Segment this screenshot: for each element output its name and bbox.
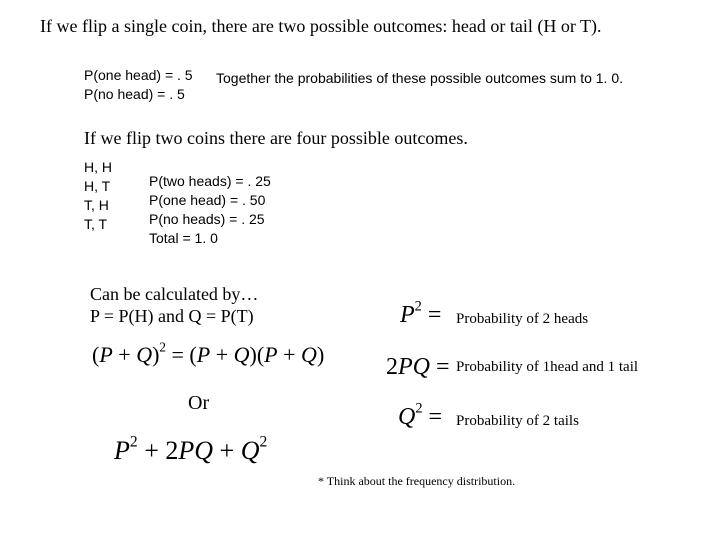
expansion-formula: $(P + Q)^2 = (P + Q)(P + Q)$	[92, 339, 325, 367]
p-squared-term: $P^2$ =	[400, 298, 442, 328]
footnote: * Think about the frequency distribution.	[318, 474, 516, 488]
prob-2-tails: Probability of 2 tails	[456, 413, 579, 429]
outcome-item: T, T	[84, 216, 108, 232]
calc-line-1: Can be calculated by…	[90, 284, 259, 304]
two-coin-probabilities	[149, 172, 271, 248]
intro-text: If we flip a single coin, there are two possible outcomes: head or tail (H or T).	[40, 16, 602, 36]
outcome-item: H, T	[84, 178, 111, 194]
or-label: Or	[188, 392, 210, 414]
outcome-item: T, H	[84, 197, 109, 213]
binomial-formula: $P^2 + 2PQ + Q^2$	[114, 433, 268, 465]
two-pq-term: 2PQ =	[386, 354, 450, 380]
p-two-heads: P(two heads) = . 25	[149, 173, 271, 189]
two-coins-heading: If we flip two coins there are four possible outcomes.	[84, 128, 468, 148]
q-squared-term: $Q^2$ =	[398, 400, 443, 430]
prob-1-head-1-tail: Probability of 1head and 1 tail	[456, 359, 639, 375]
sum-note: Together the probabilities of these possible outcomes sum to 1. 0.	[216, 70, 624, 86]
outcome-item: H, H	[84, 159, 112, 175]
total-line: Total = 1. 0	[149, 230, 218, 246]
p-no-heads: P(no heads) = . 25	[149, 211, 265, 227]
p-no-head: P(no head) = . 5	[84, 86, 185, 102]
p-one-head: P(one head) = . 5	[84, 67, 193, 83]
prob-2-heads: Probability of 2 heads	[456, 311, 589, 327]
p-one-head-two: P(one head) = . 50	[149, 192, 266, 208]
outcomes-list	[84, 158, 112, 234]
calc-line-2: P = P(H) and Q = P(T)	[90, 306, 254, 326]
single-coin-probabilities	[84, 66, 193, 104]
